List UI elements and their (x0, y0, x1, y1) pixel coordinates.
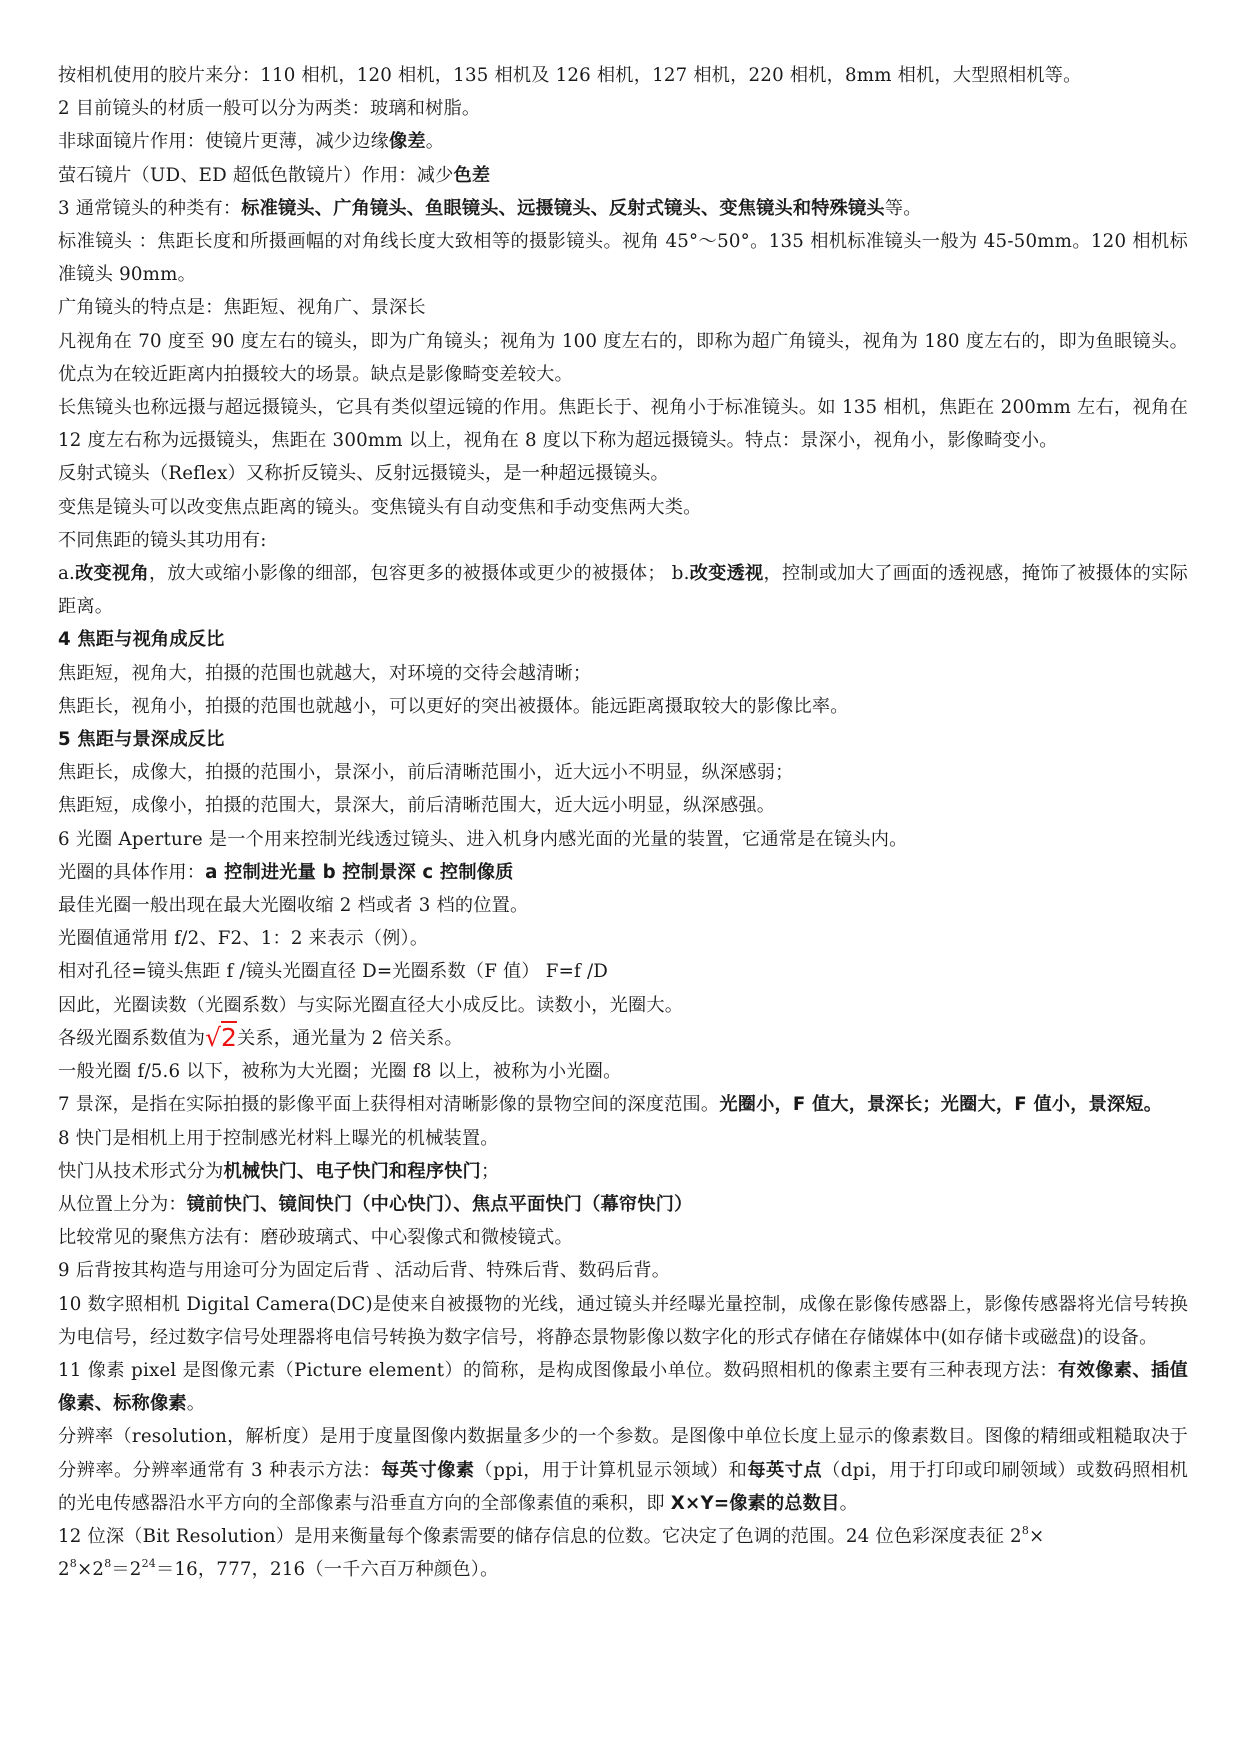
para-focal-functions: a.改变视角，放大或缩小影像的细部，包容更多的被摄体或更少的被摄体； b.改变透视，控制或加大了画面的透视感，掩饰了被摄体的实际距离。 (58, 563, 1188, 618)
para-aperture-function: 光圈的具体作用：a 控制进光量 b 控制景深 c 控制像质 (58, 861, 514, 883)
para-shutter-types: 快门从技术形式分为机械快门、电子快门和程序快门； (58, 1160, 500, 1182)
para-short-focal: 焦距短，视角大，拍摄的范围也就越大，对环境的交待会越清晰； (58, 662, 592, 684)
para-bit-depth: 12 位深（Bit Resolution）是用来衡量每个像素需要的储存信息的位数。它决定了色调的范围。24 位色彩深度表征 $2^8\times$ $2^8\times 2^8=2^{24}=16$，777，216（一千六百万种颜色）。 (58, 1523, 1045, 1581)
para-lens-types: 3 通常镜头的种类有：标准镜头、广角镜头、鱼眼镜头、远摄镜头、反射式镜头、变焦镜头和特殊镜头等。 (58, 197, 922, 219)
para-wide-angle-detail: 凡视角在 70 度至 90 度左右的镜头，即为广角镜头；视角为 100 度左右的，即称为超广角镜头，视角为 180 度左右的，即为鱼眼镜头。优点为在较近距离内拍摄较大的场景。缺点是影像畸变差较大。 (58, 330, 1188, 385)
para-focal-functions-intro: 不同焦距的镜头其功用有: (58, 529, 267, 551)
para-large-small-aperture: 一般光圈 f/5.6 以下，被称为大光圈；光圈 f8 以上，被称为小光圈。 (58, 1061, 622, 1083)
para-wide-angle-features: 广角镜头的特点是：焦距短、视角广、景深长 (58, 297, 426, 319)
para-telephoto: 长焦镜头也称远摄与超远摄镜头，它具有类似望远镜的作用。焦距长于、视角小于标准镜头。如 135 相机，焦距在 200mm 左右，视角在 12 度左右称为远摄镜头，焦距在 300mm 以上，视角在 8 度以下称为超远摄镜头。特点：景深小，视角小，影像畸变小。 (58, 397, 1188, 452)
para-shutter: 8 快门是相机上用于控制感光材料上曝光的机械装置。 (58, 1127, 499, 1149)
heading-focal-angle: 4 焦距与视角成反比 (58, 629, 225, 651)
para-long-focal: 焦距长，视角小，拍摄的范围也就越小，可以更好的突出被摄体。能远距离摄取较大的影像比率。 (58, 695, 849, 717)
para-long-focal-dof: 焦距长，成像大，拍摄的范围小，景深小，前后清晰范围小，近大远小不明显，纵深感弱； (58, 762, 794, 784)
para-short-focal-dof: 焦距短，成像小，拍摄的范围大，景深大，前后清晰范围大，近大远小明显，纵深感强。 (58, 795, 776, 817)
para-digital-camera: 10 数字照相机 Digital Camera(DC)是使来自被摄物的光线，通过镜头并经曝光量控制，成像在影像传感器上，影像传感器将光信号转换为电信号，经过数字信号处理器将电信号转换为数字信号，将静态景物影像以数字化的形式存储在存储媒体中(如存储卡或磁盘)的设备。 (58, 1293, 1188, 1348)
para-camera-back: 9 后背按其构造与用途可分为固定后背 、活动后背、特殊后背、数码后背。 (58, 1260, 671, 1282)
para-aspheric: 非球面镜片作用：使镜片更薄，减少边缘像差。 (58, 131, 445, 153)
para-reflex: 反射式镜头（Reflex）又称折反镜头、反射远摄镜头，是一种超远摄镜头。 (58, 463, 669, 485)
para-aperture-series: 各级光圈系数值为√2关系，通光量为 2 倍关系。 (58, 1022, 463, 1052)
document-page (58, 59, 1188, 1586)
para-depth-of-field: 7 景深，是指在实际拍摄的影像平面上获得相对清晰影像的景物空间的深度范围。光圈小，F 值大，景深长；光圈大，F 值小，景深短。 (58, 1094, 1163, 1116)
para-pixel: 11 像素 pixel 是图像元素（Picture element）的简称，是构成图像最小单位。数码照相机的像素主要有三种表现方法：有效像素、插值像素、标称像素。 (58, 1359, 1188, 1415)
para-film-types: 按相机使用的胶片来分：110 相机，120 相机，135 相机及 126 相机，127 相机，220 相机，8mm 相机，大型照相机等。 (58, 65, 1082, 86)
para-aperture-notation: 光圈值通常用 f/2、F2、1：2 来表示（例）。 (58, 928, 429, 950)
para-focusing-methods: 比较常见的聚焦方法有：磨砂玻璃式、中心裂像式和微棱镜式。 (58, 1227, 573, 1249)
para-zoom: 变焦是镜头可以改变焦点距离的镜头。变焦镜头有自动变焦和手动变焦两大类。 (58, 496, 702, 518)
para-aperture-inverse: 因此，光圈读数（光圈系数）与实际光圈直径大小成反比。读数小，光圈大。 (58, 994, 684, 1016)
para-lens-material: 2 目前镜头的材质一般可以分为两类：玻璃和树脂。 (58, 98, 481, 120)
handwritten-sqrt2-annotation: √2 (205, 1022, 237, 1052)
para-best-aperture: 最佳光圈一般出现在最大光圈收缩 2 档或者 3 档的位置。 (58, 895, 529, 917)
para-shutter-position: 从位置上分为：镜前快门、镜间快门（中心快门）、焦点平面快门（幕帘快门） (58, 1193, 693, 1215)
para-resolution: 分辨率（resolution，解析度）是用于度量图像内数据量多少的一个参数。是图像中单位长度上显示的像素数目。图像的精细或粗糙取决于分辨率。分辨率通常有 3 种表示方法：每英寸像素（ppi，用于计算机显示领域）和每英寸点（dpi，用于打印或印刷领域）或数码照相机的光电传感器沿水平方向的全部像素与沿垂直方向的全部像素值的乘积，即 X×Y=像素的总数目。 (58, 1426, 1188, 1514)
para-relative-aperture: 相对孔径=镜头焦距 f /镜头光圈直径 D=光圈系数（F 值） F=f /D (58, 961, 609, 983)
heading-focal-dof: 5 焦距与景深成反比 (58, 729, 225, 751)
para-aperture: 6 光圈 Aperture 是一个用来控制光线透过镜头、进入机身内感光面的光量的装置，它通常是在镜头内。 (58, 828, 908, 850)
para-fluorite: 萤石镜片（UD、ED 超低色散镜片）作用：减少色差 (58, 164, 491, 186)
para-standard-lens: 标准镜头 ：焦距长度和所摄画幅的对角线长度大致相等的摄影镜头。视角 45°～50°。135 相机标准镜头一般为 45-50mm。120 相机标准镜头 90mm。 (58, 231, 1188, 286)
